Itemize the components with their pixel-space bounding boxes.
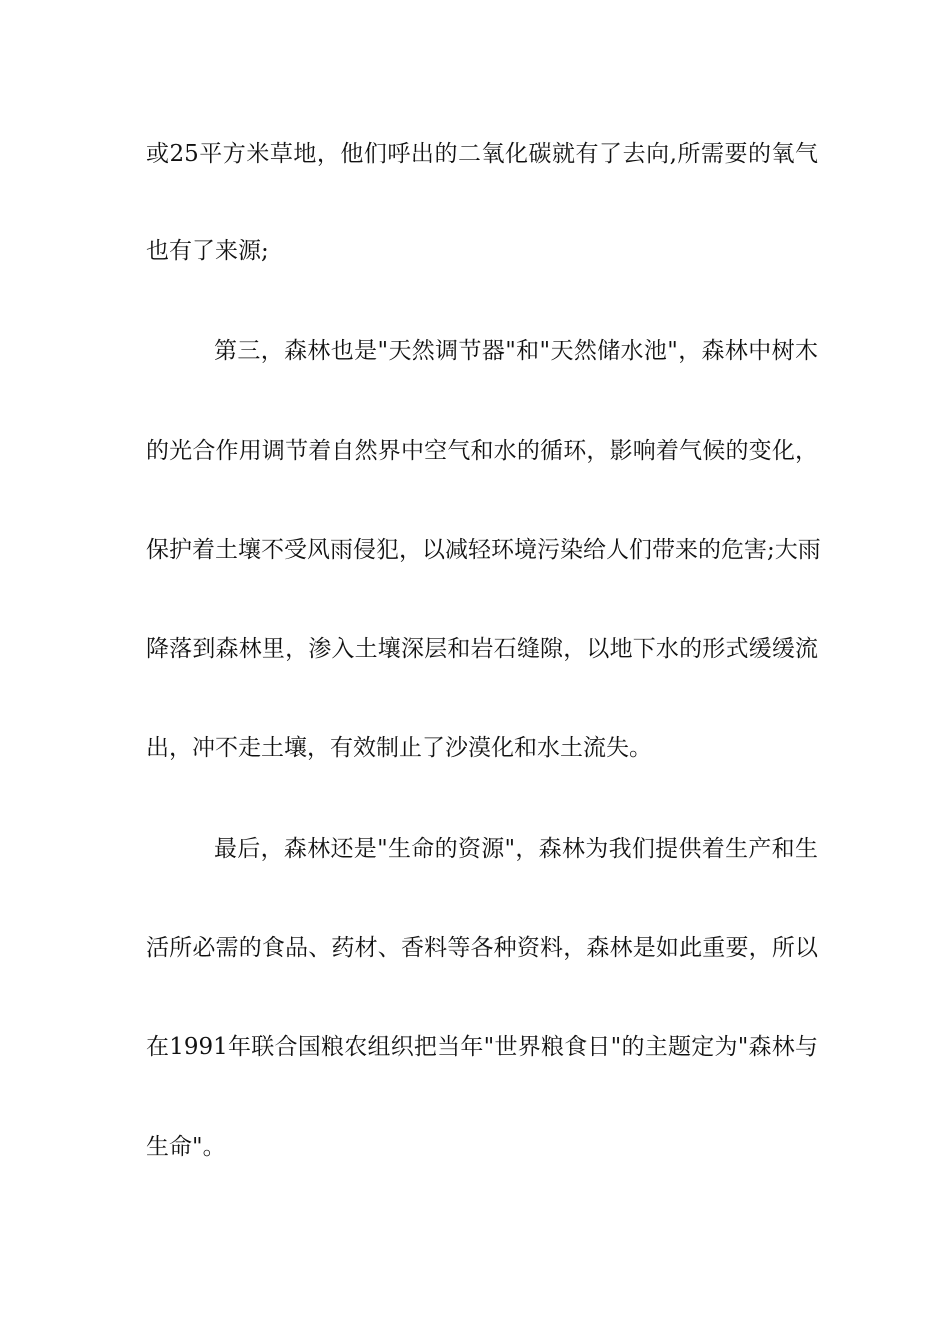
paragraph-2-line-3: 保护着土壤不受风雨侵犯，以减轻环境污染给人们带来的危害;大雨 bbox=[146, 537, 821, 563]
paragraph-3-line-4: 生命"。 bbox=[146, 1134, 226, 1160]
paragraph-3-line-3: 在1991年联合国粮农组织把当年"世界粮食日"的主题定为"森林与 bbox=[146, 1034, 818, 1060]
paragraph-1-line-1: 或25平方米草地，他们呼出的二氧化碳就有了去向,所需要的氧气 bbox=[146, 141, 818, 167]
paragraph-2-line-2: 的光合作用调节着自然界中空气和水的循环，影响着气候的变化， bbox=[146, 438, 818, 464]
paragraph-3-line-2: 活所必需的食品、药材、香料等各种资料，森林是如此重要，所以 bbox=[146, 935, 818, 961]
paragraph-2-line-1: 第三，森林也是"天然调节器"和"天然储水池"，森林中树木 bbox=[214, 338, 818, 364]
paragraph-1-line-2: 也有了来源; bbox=[146, 238, 269, 264]
paragraph-2-line-5: 出，冲不走土壤，有效制止了沙漠化和水土流失。 bbox=[146, 735, 652, 761]
paragraph-3-line-1: 最后，森林还是"生命的资源"，森林为我们提供着生产和生 bbox=[214, 836, 818, 862]
paragraph-2-line-4: 降落到森林里，渗入土壤深层和岩石缝隙，以地下水的形式缓缓流 bbox=[146, 636, 818, 662]
